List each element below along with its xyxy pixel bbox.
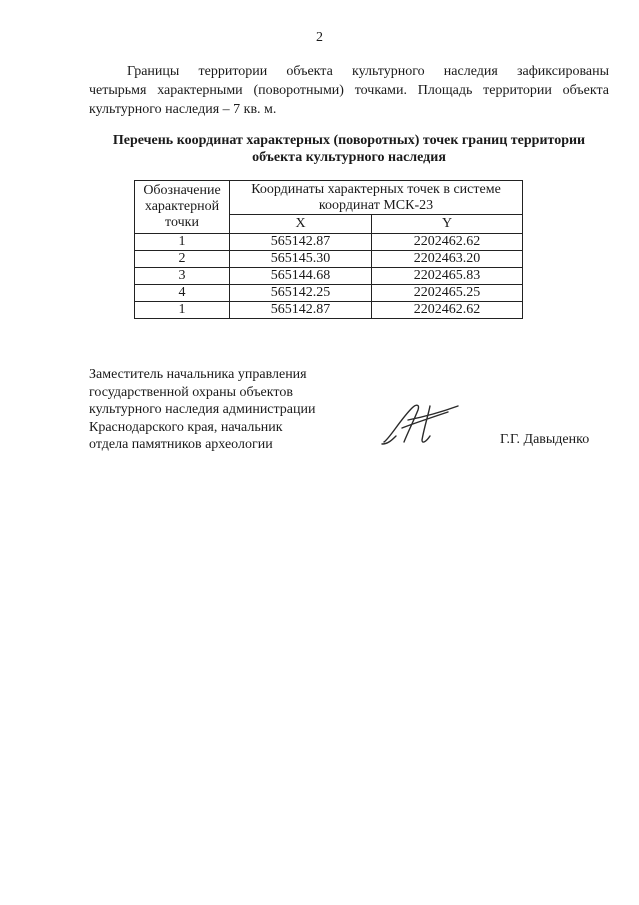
- handwritten-signature: [378, 398, 464, 450]
- point-label-line: характерной: [144, 199, 220, 214]
- position-line: отдела памятников археологии: [89, 437, 273, 452]
- y-header: Y: [372, 215, 523, 234]
- y-cell: 2202465.83: [372, 268, 523, 285]
- table-row: [135, 268, 523, 285]
- y-cell: 2202465.25: [372, 285, 523, 302]
- x-header: X: [230, 215, 372, 234]
- table-row: [135, 302, 523, 319]
- signer-name: Г.Г. Давыденко: [500, 432, 590, 447]
- x-cell: 565142.25: [230, 285, 372, 302]
- heading-line: Перечень координат характерных (поворотных) точек границ территории: [112, 133, 586, 148]
- signer-position: [89, 366, 316, 454]
- table-row: [135, 234, 523, 251]
- point-label-line: точки: [165, 215, 199, 230]
- intro-line: четырьмя характерными (поворотными) точками. Площадь территории объекта: [89, 83, 609, 98]
- table-row: [135, 285, 523, 302]
- intro-paragraph: [89, 62, 609, 119]
- x-cell: 565142.87: [230, 302, 372, 319]
- position-line: государственной охраны объектов: [89, 384, 293, 400]
- table-row: [135, 251, 523, 268]
- intro-line: культурного наследия – 7 кв. м.: [89, 102, 277, 117]
- x-cell: 565144.68: [230, 268, 372, 285]
- heading-line: объекта культурного наследия: [252, 150, 446, 165]
- coordinates-table: [134, 180, 523, 319]
- x-cell: 565142.87: [230, 234, 372, 251]
- coords-system-header: [230, 181, 523, 215]
- coords-label-line: Координаты характерных точек в системе: [251, 181, 501, 197]
- point-label-header: [135, 181, 230, 234]
- y-cell: 2202462.62: [372, 234, 523, 251]
- point-cell: 4: [135, 285, 230, 302]
- y-cell: 2202463.20: [372, 251, 523, 268]
- point-cell: 2: [135, 251, 230, 268]
- intro-line: Границы территории объекта культурного наследия зафиксированы: [127, 64, 609, 79]
- point-cell: 1: [135, 302, 230, 319]
- point-cell: 3: [135, 268, 230, 285]
- coords-label-line: координат МСК-23: [318, 197, 434, 213]
- y-cell: 2202462.62: [372, 302, 523, 319]
- x-cell: 565145.30: [230, 251, 372, 268]
- point-cell: 1: [135, 234, 230, 251]
- position-line: Краснодарского края, начальник: [89, 419, 283, 435]
- page-number: 2: [316, 30, 323, 45]
- table-header-row: [135, 181, 523, 215]
- table-heading: [89, 132, 609, 166]
- point-label-line: Обозначение: [143, 183, 221, 198]
- position-line: культурного наследия администрации: [89, 402, 316, 417]
- position-line: Заместитель начальника управления: [89, 367, 307, 382]
